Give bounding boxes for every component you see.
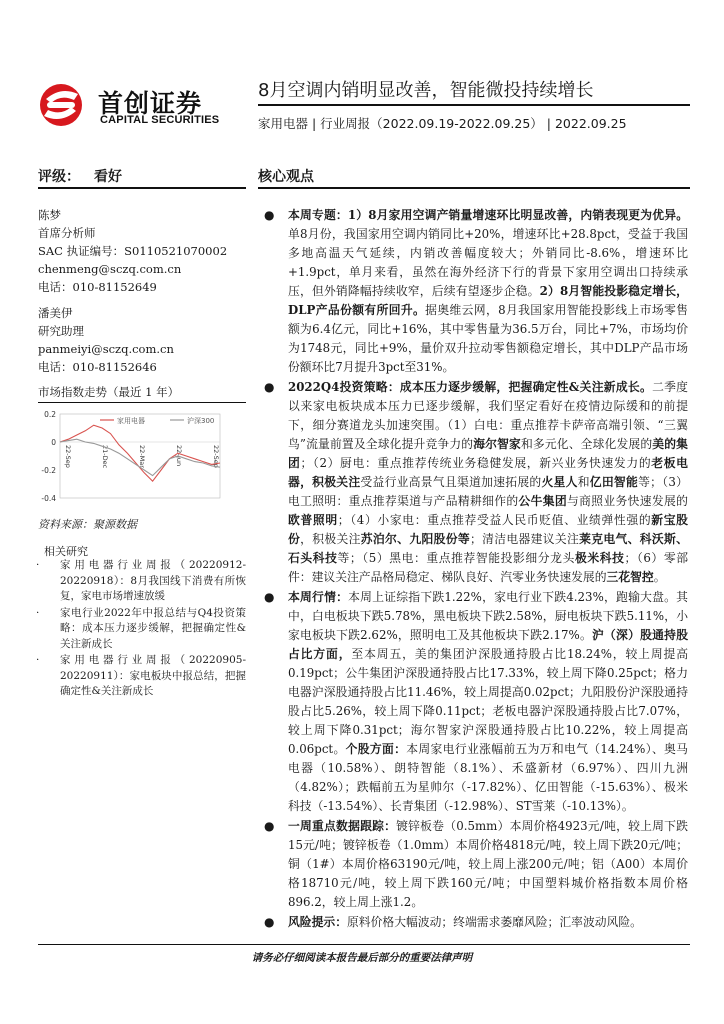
- report-meta: 家用电器 | 行业周报（2022.09.19-2022.09.25） | 2022.09.25: [258, 116, 627, 131]
- analyst-role: 首席分析师: [38, 226, 96, 240]
- body-text: 据奥维云网，8月我国家用智能投影线上市场零售额为6.4亿元，同比+16%，其中零售量为36.5万台，同比+7%，市场均价为1748元，同比+9%，量价双升拉动零售额稳定增长，其中DLP产品市场份额环比7月提升3pct至31%。: [288, 303, 688, 374]
- related-research-list: [36, 558, 246, 701]
- emphasis-text: 三花智控: [606, 570, 654, 584]
- emphasis-text: 1）8月家用空调产销量增速环比明显改善，内销表现更为优异。: [347, 208, 688, 222]
- section-title: 核心观点: [258, 169, 314, 185]
- emphasis-text: 美的集团: [288, 437, 688, 470]
- emphasis-text: 一周重点数据跟踪：: [288, 819, 397, 833]
- body-text: 二季度以来家电板块成本压力已逐步缓解，我们坚定看好在疫情边际缓和的前提下，细分赛道龙头加速突围。（1）白电：重点推荐卡萨帝高端引领、“三翼鸟”流量前置及全球化提升竞争力的: [288, 380, 688, 451]
- assistant-phone: 电话：010-81152646: [38, 360, 157, 374]
- body-text: ；（4）小家电：重点推荐受益人民币贬值、业绩弹性强的: [337, 513, 652, 527]
- related-research-item[interactable]: [36, 606, 246, 653]
- right-divider: [258, 187, 690, 189]
- related-research-title: 相关研究: [44, 545, 88, 558]
- assistant-email[interactable]: panmeiyi@sczq.com.cn: [38, 342, 174, 356]
- emphasis-text: 2）8月智能投影稳定增长，DLP产品份额有所回升。: [288, 284, 688, 317]
- emphasis-text: 海尔智家: [473, 437, 521, 451]
- bullet-icon: ●: [264, 915, 275, 929]
- y-tick-label: 0: [51, 438, 56, 447]
- body-text: 单8月份，我国家用空调内销同比+20%，增速环比+28.8pct，受益于我国多地高温天气延续，内销改善幅度较大；外销同比-8.6%，增速环比+1.9pct，单月来看，虽然在海外经济下行的背景下家用空调出口持续承压，但外销降幅持续收窄，后续有望逐步企稳。: [288, 227, 688, 298]
- emphasis-text: 火星人: [541, 475, 578, 489]
- body-text: 原料价格大幅波动；终端需求萎靡风险；汇率波动风险。: [347, 915, 642, 929]
- body-text: 等；（3）电工照明：重点推荐渠道与产品精耕细作的: [288, 475, 688, 508]
- report-title: 8月空调内销明显改善，智能微投持续增长: [258, 80, 594, 101]
- y-tick-label: -0.4: [41, 494, 56, 503]
- core-point-item: [262, 817, 688, 912]
- core-point-item: [262, 206, 688, 377]
- bullet-icon: ●: [264, 819, 275, 833]
- chart-divider: [38, 402, 246, 403]
- body-text: 等；（5）黑电：重点推荐智能投影细分龙头: [337, 551, 575, 565]
- body-text: 。: [653, 570, 666, 584]
- core-point-item: [262, 588, 688, 816]
- chart-title: 市场指数走势（最近 1 年）: [38, 385, 180, 399]
- related-research-text: 家用电器行业周报（20220905-20220911）：家电板块中报总结，把握确定性&关注新成长: [60, 654, 246, 697]
- footer-divider: [38, 944, 690, 945]
- chart-source: 资料来源：聚源数据: [38, 518, 137, 531]
- rating-value: 看好: [94, 169, 122, 185]
- core-point-item: [262, 378, 688, 587]
- related-research-text: 家用电器行业周报（20220912-20220918）：8月我国线下消费有所恢复，家电市场增速放缓: [60, 559, 246, 602]
- legend-label: 家用电器: [117, 417, 145, 425]
- emphasis-text: 风险提示：: [288, 915, 347, 929]
- rating-label: 评级：: [38, 169, 80, 185]
- title-divider: [258, 104, 690, 106]
- body-text: 和: [577, 475, 590, 489]
- emphasis-text: 苏泊尔、九阳股份等: [360, 532, 470, 546]
- bullet-icon: ●: [264, 208, 275, 222]
- bullet-dot-icon: ·: [36, 606, 40, 619]
- related-research-text: 家电行业2022年中报总结与Q4投资策略：成本压力逐步缓解，把握确定性&关注新成长: [60, 606, 246, 650]
- emphasis-text: 2022Q4投资策略：成本压力逐步缓解，把握确定性&关注新成长。: [288, 380, 653, 394]
- body-text: 镀锌板卷（0.5mm）本周价格4923元/吨，较上周下跌15元/吨；镀锌板卷（1.0mm）本周价格4818元/吨，较上周下跌20元/吨；铜（1#）本周价格63190元/吨，较上周上涨200元/吨；铝（A00）本周价格18710元/吨，较上周下跌160元/吨；中国塑料城价格指数本周价格896.2，较上周上涨1.2。: [288, 819, 688, 909]
- emphasis-text: 沪（深）股通持股占比方面，: [288, 628, 688, 661]
- brand-mark-icon: [38, 82, 94, 128]
- analyst-name: 陈梦: [38, 208, 61, 222]
- emphasis-text: 老板电器: [288, 456, 688, 489]
- body-text: 与商照业务快速发展的: [567, 494, 688, 508]
- emphasis-text: 极米科技: [574, 551, 625, 565]
- body-text: ；（2）厨电：重点推荐传统业务稳健发展，新兴业务快速发力的: [300, 456, 652, 470]
- emphasis-text: 个股方面：: [345, 742, 407, 756]
- emphasis-text: 莱克电气、科沃斯、石头科技: [288, 532, 688, 565]
- body-text: 受益行业高景气且渠道加速拓展的: [360, 475, 542, 489]
- assistant-role: 研究助理: [38, 324, 84, 338]
- x-tick-label: 22-Mar: [138, 445, 146, 468]
- body-text: ；（6）零部件：建议关注产品格局稳定、梯队良好、汽零业务快速发展的: [288, 551, 688, 584]
- emphasis-text: 公牛集团: [518, 494, 568, 508]
- body-text: 和多元化、全球化发展的: [520, 437, 653, 451]
- emphasis-text: 欧普照明: [288, 513, 338, 527]
- core-point-item: [262, 913, 688, 932]
- body-text: 至本周五，美的集团沪深股通持股占比18.24%，较上周提高0.19pct；公牛集团沪深股通持股占比17.33%，较上周下降0.25pct；格力电器沪深股通持股占比11.46%，较上周提高0.02pct；九阳股份沪深股通持股占比5.26%，较上周下降0.11pct；老板电器沪深股通持股占比7.07%，较上周下降0.31pct；海尔智家沪深股通持股占比10.22%，较上周提高0.06pct。: [288, 647, 688, 756]
- left-divider: [38, 187, 246, 189]
- x-tick-label: 22-Sep: [212, 445, 220, 468]
- core-points: [262, 206, 688, 933]
- body-text: 本周家电行业涨幅前五为万和电气（14.24%）、奥马电器（10.58%）、朗特智能（8.1%）、禾盛新材（6.97%）、四川九洲（4.82%）；跌幅前五为星帅尔（-17.82%）、亿田智能（-15.63%）、极米科技（-13.54%）、长青集团（-12.98%）、ST雪莱（-10.13%）。: [288, 742, 688, 813]
- brand-logo: [38, 82, 238, 130]
- emphasis-text: 新宝股份: [288, 513, 688, 546]
- y-tick-label: -0.2: [41, 466, 56, 475]
- emphasis-text: 亿田智能: [589, 475, 639, 489]
- legal-disclaimer: 请务必仔细阅读本报告最后部分的重要法律声明: [251, 952, 473, 964]
- emphasis-text: ，积极关注: [300, 475, 361, 489]
- bullet-icon: ●: [264, 380, 275, 394]
- y-tick-label: 0.2: [44, 410, 56, 419]
- body-text: ，积极关注: [300, 532, 361, 546]
- assistant-name: 潘美伊: [38, 306, 73, 320]
- x-tick-label: 21-Dec: [101, 445, 109, 469]
- analyst-sac: SAC 执证编号：S0110521070002: [38, 244, 228, 258]
- assistant-card: [38, 304, 174, 376]
- emphasis-text: 本周行情：: [288, 590, 349, 604]
- legend-label: 沪深300: [187, 417, 215, 425]
- related-research-item[interactable]: [36, 653, 246, 700]
- rating: [38, 166, 122, 186]
- brand-name-en: CAPITAL SECURITIES: [100, 114, 220, 126]
- bullet-dot-icon: ·: [36, 654, 40, 666]
- market-index-chart: [30, 404, 248, 504]
- brand-name-cn: 首创证券: [98, 89, 203, 118]
- body-text: ；清洁电器建议关注: [469, 532, 580, 546]
- bullet-icon: ●: [264, 590, 275, 604]
- analyst-phone: 电话：010-81152649: [38, 280, 157, 294]
- x-tick-label: 22-Sep: [64, 445, 72, 468]
- x-tick-label: 22-Jun: [175, 445, 183, 467]
- analyst-email[interactable]: chenmeng@sczq.com.cn: [38, 262, 182, 276]
- bullet-dot-icon: ·: [36, 559, 40, 571]
- emphasis-text: 本周专题：: [288, 208, 348, 222]
- analyst-card: [38, 206, 227, 296]
- related-research-item[interactable]: [36, 558, 246, 605]
- body-text: 本周上证综指下跌1.22%，家电行业下跌4.23%，跑输大盘。其中，白电板块下跌5.78%，黑电板块下跌2.58%，厨电板块下跌5.11%，小家电板块下跌2.62%，照明电工及其他板块下跌2.17%。: [288, 590, 688, 642]
